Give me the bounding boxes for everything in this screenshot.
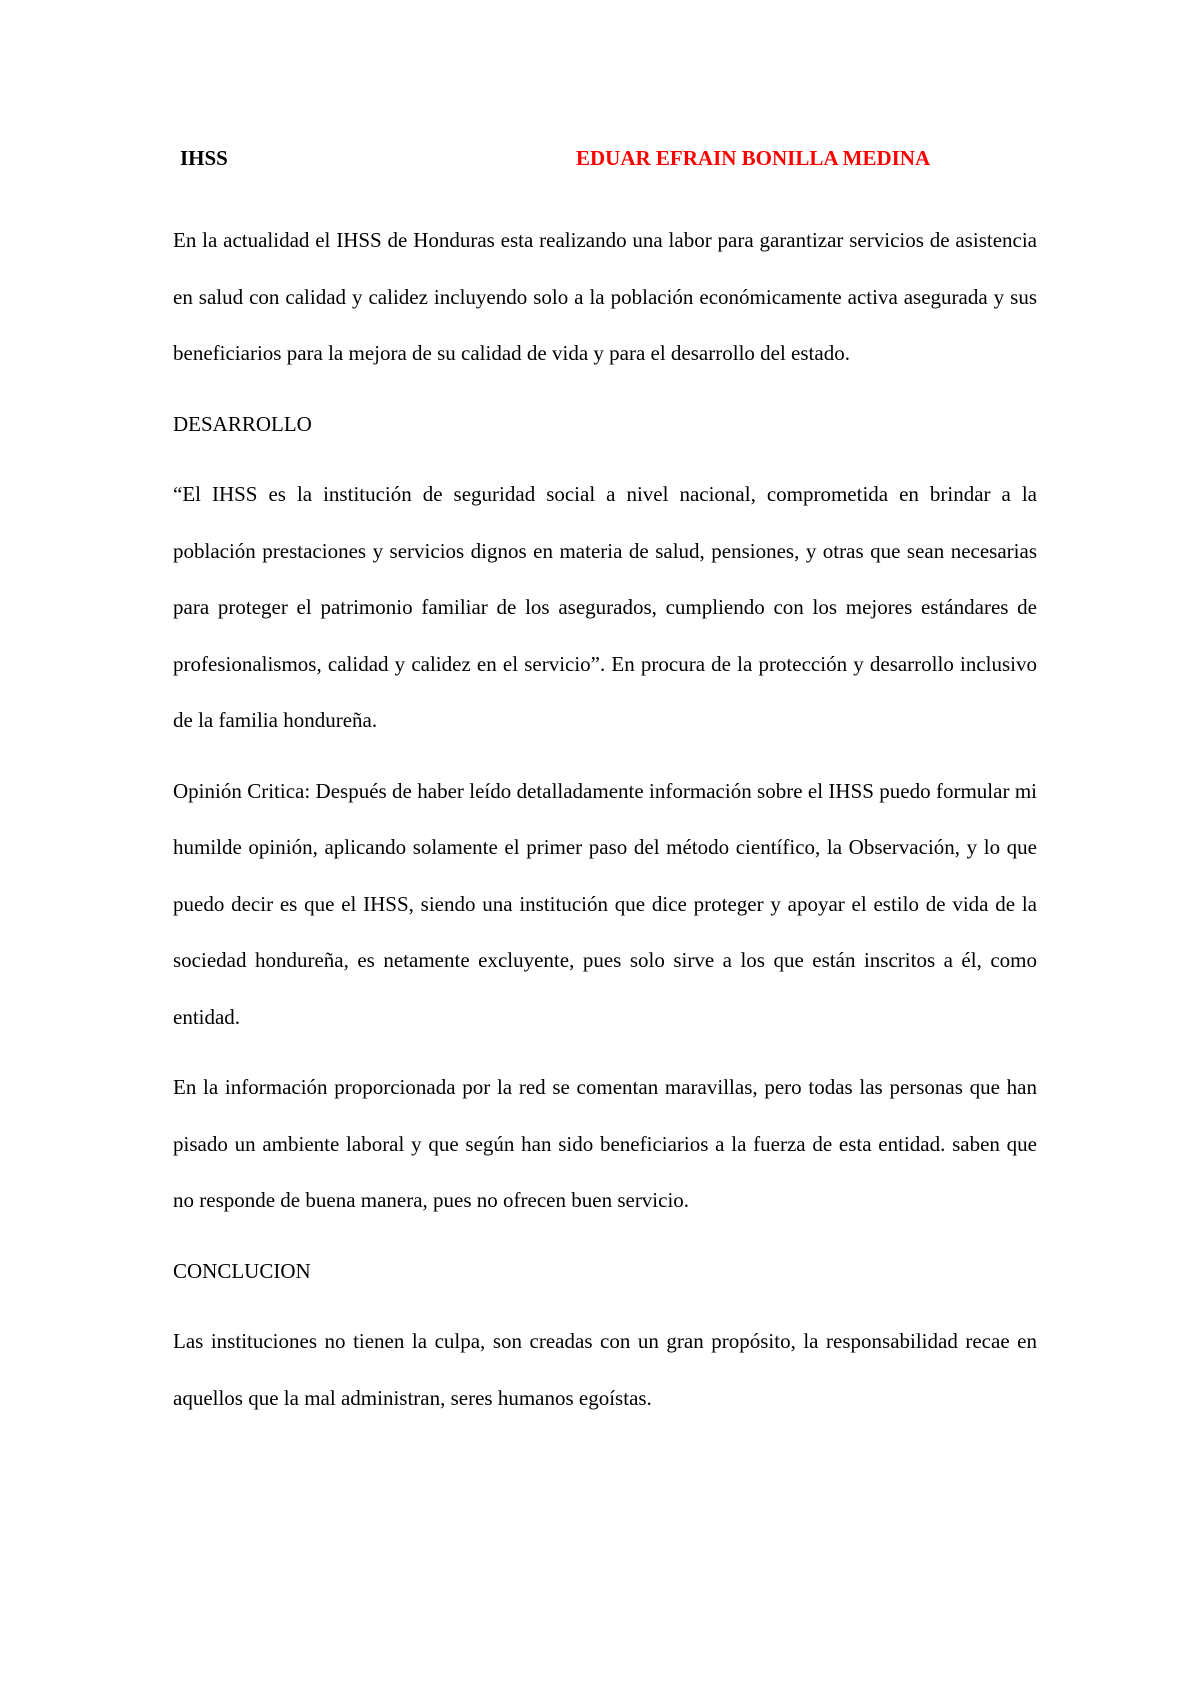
conclusion-paragraph: Las instituciones no tienen la culpa, son creadas con un gran propósito, la responsabilidad recae en aquellos que la mal administran, seres humanos egoístas. [173, 1329, 1037, 1410]
section-heading-desarrollo: DESARROLLO [173, 411, 312, 436]
header-title: IHSS [180, 146, 228, 170]
information-paragraph: En la información proporcionada por la red se comentan maravillas, pero todas las personas que han pisado un ambiente laboral y que según han sido beneficiarios a la fuerza de esta entidad. saben que no responde de buena manera, pues no ofrecen buen servicio. [173, 1075, 1037, 1212]
document-body [173, 212, 1037, 1440]
intro-paragraph: En la actualidad el IHSS de Honduras esta realizando una labor para garantizar servicios de asistencia en salud con calidad y calidez incluyendo solo a la población económicamente activa asegurada y sus beneficiarios para la mejora de su calidad de vida y para el desarrollo del estado. [173, 228, 1037, 365]
header-author: EDUAR EFRAIN BONILLA MEDINA [576, 146, 931, 170]
quote-paragraph: “El IHSS es la institución de seguridad social a nivel nacional, comprometida en brindar a la población prestaciones y servicios dignos en materia de salud, pensiones, y otras que sean necesarias para proteger el patrimonio familiar de los asegurados, cumpliendo con los mejores estándares de profesionalismos, calidad y calidez en el servicio”. En procura de la protección y desarrollo inclusivo de la familia hondureña. [173, 482, 1037, 732]
section-heading-conclusion: CONCLUCION [173, 1258, 311, 1283]
critical-opinion-paragraph: Opinión Critica: Después de haber leído detalladamente información sobre el IHSS puedo formular mi humilde opinión, aplicando solamente el primer paso del método científico, la Observación, y lo que puedo decir es que el IHSS, siendo una institución que dice proteger y apoyar el estilo de vida de la sociedad hondureña, es netamente excluyente, pues solo sirve a los que están inscritos a él, como entidad. [173, 778, 1037, 1029]
document-header [0, 146, 1200, 176]
